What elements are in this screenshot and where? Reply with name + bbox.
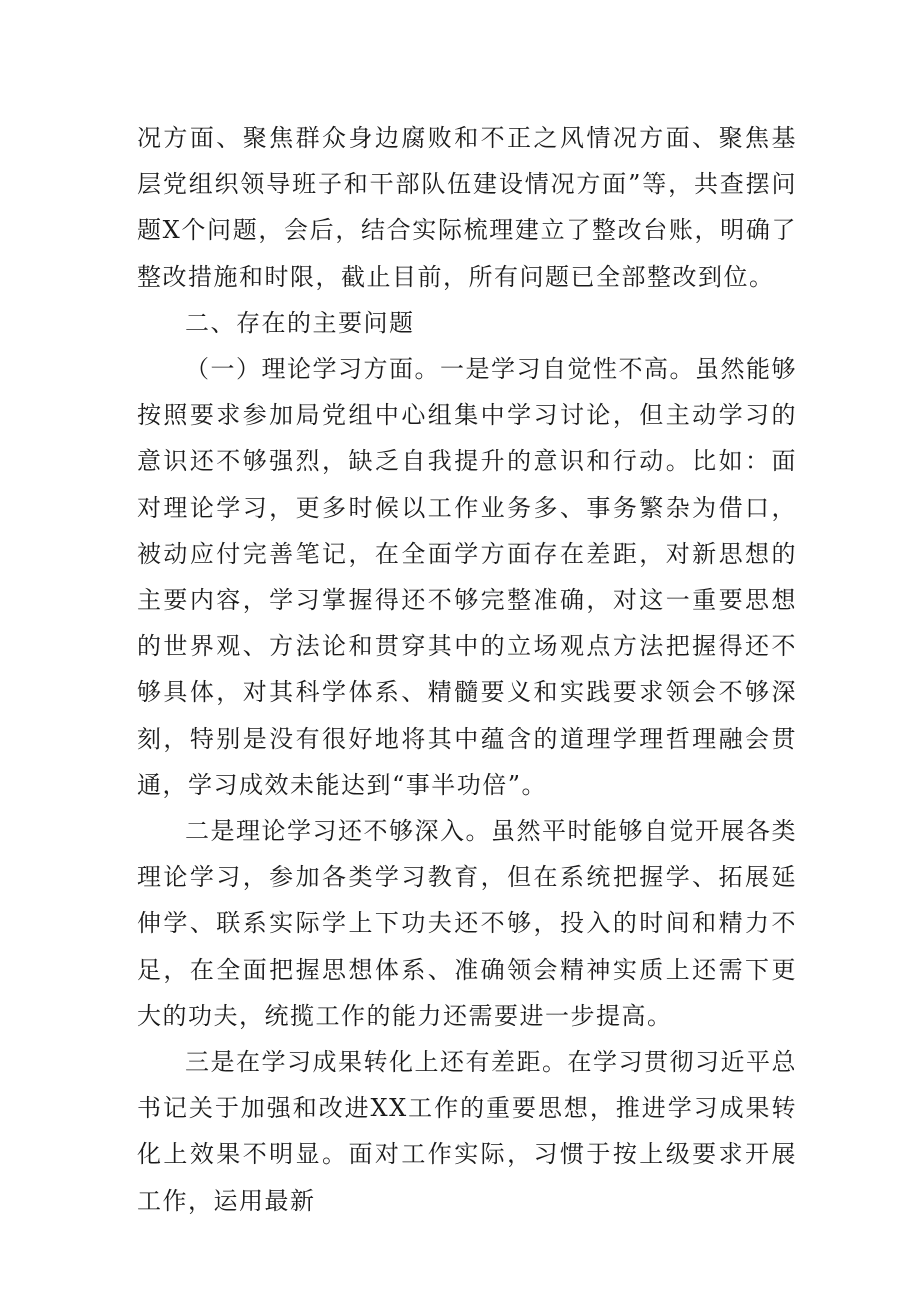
section-heading: 二、存在的主要问题 — [185, 308, 415, 337]
paragraph-continuation: 况方面、聚焦群众身边腐败和不正之风情况方面、聚焦基层党组织领导班子和干部队伍建设情况方面”等，共查摆问题X个问题，会后，结合实际梳理建立了整改台账，明确了整改措施和时限，截止目前，所有问题已全部整改到位。 — [137, 124, 797, 291]
document-body — [137, 115, 797, 1224]
paragraph-theory-study-three: 三是在学习成果转化上还有差距。在学习贯彻习近平总书记关于加强和改进XX工作的重要思想，推进学习成果转化上效果不明显。面对工作实际，习惯于按上级要求开展工作，运用最新 — [137, 1048, 797, 1215]
paragraph-theory-study-one: （一）理论学习方面。一是学习自觉性不高。虽然能够按照要求参加局党组中心组集中学习讨论，但主动学习的意识还不够强烈，缺乏自我提升的意识和行动。比如：面对理论学习，更多时候以工作业务多、事务繁杂为借口，被动应付完善笔记，在全面学方面存在差距，对新思想的主要内容，学习掌握得还不够完整准确，对这一重要思想的世界观、方法论和贯穿其中的立场观点方法把握得还不够具体，对其科学体系、精髓要义和实践要求领会不够深刻，特别是没有很好地将其中蕴含的道理学理哲理融会贯通，学习成效未能达到“事半功倍”。 — [137, 355, 797, 799]
paragraph-theory-study-two: 二是理论学习还不够深入。虽然平时能够自觉开展各类理论学习，参加各类学习教育，但在系统把握学、拓展延伸学、联系实际学上下功夫还不够，投入的时间和精力不足，在全面把握思想体系、准确领会精神实质上还需下更大的功夫，统揽工作的能力还需要进一步提高。 — [137, 817, 797, 1030]
